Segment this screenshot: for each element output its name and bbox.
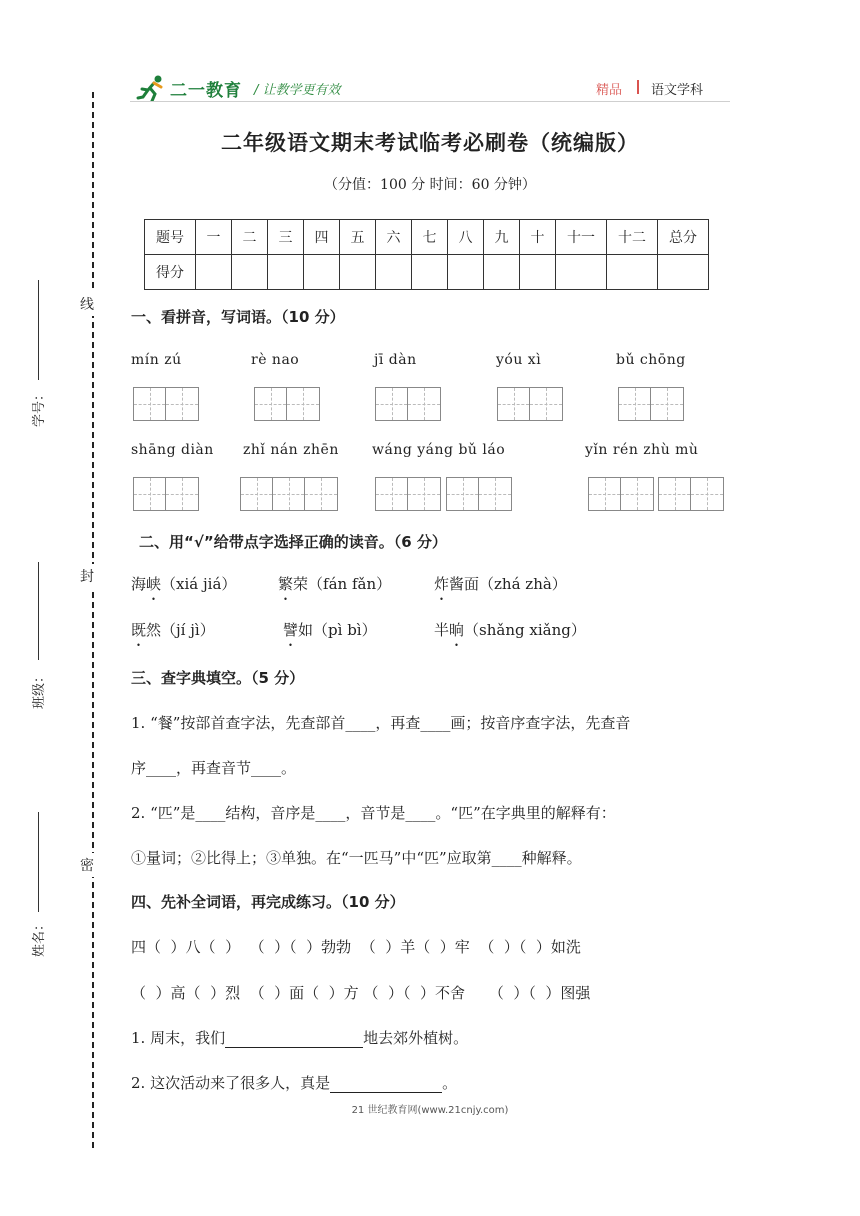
dotted-char: 晌	[449, 621, 465, 639]
binding-char-mi: 密	[80, 853, 94, 877]
writing-grid[interactable]	[133, 477, 199, 511]
section1-heading: 一、看拼音，写词语。（10 分）	[131, 308, 345, 326]
dotted-char: 繁	[278, 575, 294, 593]
pinyin-options[interactable]: （shǎng xiǎng）	[464, 621, 586, 639]
reading-item: 譬如（pì bì）	[283, 621, 377, 639]
name-line	[38, 812, 39, 912]
pinyin-item: wáng yáng bǔ láo	[372, 442, 506, 458]
pinyin-item: rè nao	[251, 352, 300, 368]
pinyin-item: bǔ chōng	[616, 352, 686, 368]
score-cell[interactable]	[448, 255, 484, 290]
writing-grid[interactable]	[588, 477, 654, 511]
exam-info: （分值：100 分 时间：60 分钟）	[324, 177, 536, 193]
premium-tag: 精品	[596, 83, 623, 98]
score-header-cell: 十	[520, 220, 556, 255]
binding-line	[92, 92, 94, 1148]
question-text: 序____，再查音节____。	[131, 759, 297, 777]
score-cell[interactable]	[412, 255, 448, 290]
score-table-score-row	[145, 255, 709, 290]
score-header-cell: 八	[448, 220, 484, 255]
score-cell[interactable]	[484, 255, 520, 290]
header-divider	[637, 80, 639, 94]
binding-char-feng: 封	[80, 564, 94, 588]
writing-grid[interactable]	[133, 387, 199, 421]
score-cell[interactable]	[232, 255, 268, 290]
binding-char-xian: 线	[80, 292, 94, 316]
dotted-char: 炸	[434, 575, 450, 593]
reading-item: 繁荣（fán fǎn）	[278, 575, 392, 593]
idiom-row: 四（ ）八（ ） （ ）（ ）勃勃 （ ）羊（ ）牢 （ ）（ ）如洗	[131, 938, 581, 956]
writing-grid[interactable]	[240, 477, 338, 511]
pinyin-item: zhǐ nán zhēn	[243, 442, 339, 458]
pinyin-options[interactable]: （jí jì）	[161, 621, 215, 639]
score-header-cell: 九	[484, 220, 520, 255]
score-cell[interactable]	[376, 255, 412, 290]
pinyin-item: mín zú	[131, 352, 182, 368]
pinyin-item: shāng diàn	[131, 442, 214, 458]
question-text: 2. “匹”是____结构，音序是____，音节是____。“匹”在字典里的解释有：	[131, 804, 616, 822]
subject-tag: 语文学科	[651, 83, 704, 98]
answer-blank[interactable]	[330, 1076, 442, 1093]
score-header-cell: 三	[268, 220, 304, 255]
score-cell[interactable]	[520, 255, 556, 290]
reading-item: 半晌（shǎng xiǎng）	[434, 621, 586, 639]
pinyin-options[interactable]: （fán fǎn）	[308, 575, 392, 593]
score-cell[interactable]	[304, 255, 340, 290]
page-title: 二年级语文期末考试临考必刷卷（统编版）	[221, 130, 639, 155]
writing-grid[interactable]	[375, 477, 441, 511]
idiom-row: （ ）高（ ）烈 （ ）面（ ）方 （ ）（ ）不舍 （ ）（ ）图强	[131, 984, 591, 1002]
writing-grid[interactable]	[375, 387, 441, 421]
sentence-question: 2. 这次活动来了很多人，真是 。	[131, 1074, 458, 1092]
question-text: ①量词；②比得上；③单独。在“一匹马”中“匹”应取第____种解释。	[131, 849, 582, 867]
score-header-cell: 总分	[658, 220, 709, 255]
brand-slogan: / 让教学更有效	[254, 83, 341, 98]
pinyin-options[interactable]: （xiá jiá）	[161, 575, 237, 593]
score-header-cell: 五	[340, 220, 376, 255]
sentence-question: 1. 周末，我们 地去郊外植树。	[131, 1029, 469, 1047]
score-cell[interactable]	[268, 255, 304, 290]
runner-logo-icon	[136, 74, 168, 102]
reading-item: 既然（jí jì）	[131, 621, 215, 639]
answer-blank[interactable]	[225, 1031, 363, 1048]
question-text: 1. “餐”按部首查字法，先查部首____，再查____画；按音序查字法，先查音	[131, 714, 631, 732]
score-cell[interactable]	[196, 255, 232, 290]
class-line	[38, 562, 39, 660]
dotted-char: 峡	[146, 575, 162, 593]
name-label: 姓名：	[32, 917, 48, 958]
writing-grid[interactable]	[446, 477, 512, 511]
reading-item: 海峡（xiá jiá）	[131, 575, 237, 593]
score-header-cell: 六	[376, 220, 412, 255]
score-cell[interactable]	[658, 255, 709, 290]
score-header-cell: 二	[232, 220, 268, 255]
writing-grid[interactable]	[658, 477, 724, 511]
score-header-cell: 一	[196, 220, 232, 255]
score-header-cell: 七	[412, 220, 448, 255]
pinyin-item: jī dàn	[374, 352, 417, 368]
pinyin-item: yǐn rén zhù mù	[585, 442, 699, 458]
pinyin-item: yóu xì	[496, 352, 542, 368]
brand-name: 二一教育	[170, 81, 242, 101]
footer-source: 21 世纪教育网(www.21cnjy.com)	[351, 1105, 509, 1116]
student-id-label: 学号：	[32, 387, 48, 428]
writing-grid[interactable]	[618, 387, 684, 421]
score-table-header-row	[145, 220, 709, 255]
section3-heading: 三、查字典填空。（5 分）	[131, 669, 305, 687]
score-cell[interactable]	[556, 255, 607, 290]
section4-heading: 四、先补全词语，再完成练习。（10 分）	[131, 893, 405, 911]
student-id-line	[38, 280, 39, 380]
pinyin-options[interactable]: （pì bì）	[313, 621, 377, 639]
score-row-label: 得分	[145, 255, 196, 290]
dotted-char: 既	[131, 621, 147, 639]
reading-item: 炸酱面（zhá zhà）	[434, 575, 567, 593]
writing-grid[interactable]	[497, 387, 563, 421]
score-header-cell: 十一	[556, 220, 607, 255]
dotted-char: 譬	[283, 621, 299, 639]
score-cell[interactable]	[340, 255, 376, 290]
section2-heading: 二、用“√”给带点字选择正确的读音。（6 分）	[139, 533, 447, 551]
score-table	[144, 219, 709, 290]
score-header-cell: 四	[304, 220, 340, 255]
writing-grid[interactable]	[254, 387, 320, 421]
header-rule	[130, 101, 730, 102]
score-header-cell: 十二	[607, 220, 658, 255]
pinyin-options[interactable]: （zhá zhà）	[479, 575, 567, 593]
score-cell[interactable]	[607, 255, 658, 290]
class-label: 班级：	[32, 669, 48, 710]
score-header-cell: 题号	[145, 220, 196, 255]
